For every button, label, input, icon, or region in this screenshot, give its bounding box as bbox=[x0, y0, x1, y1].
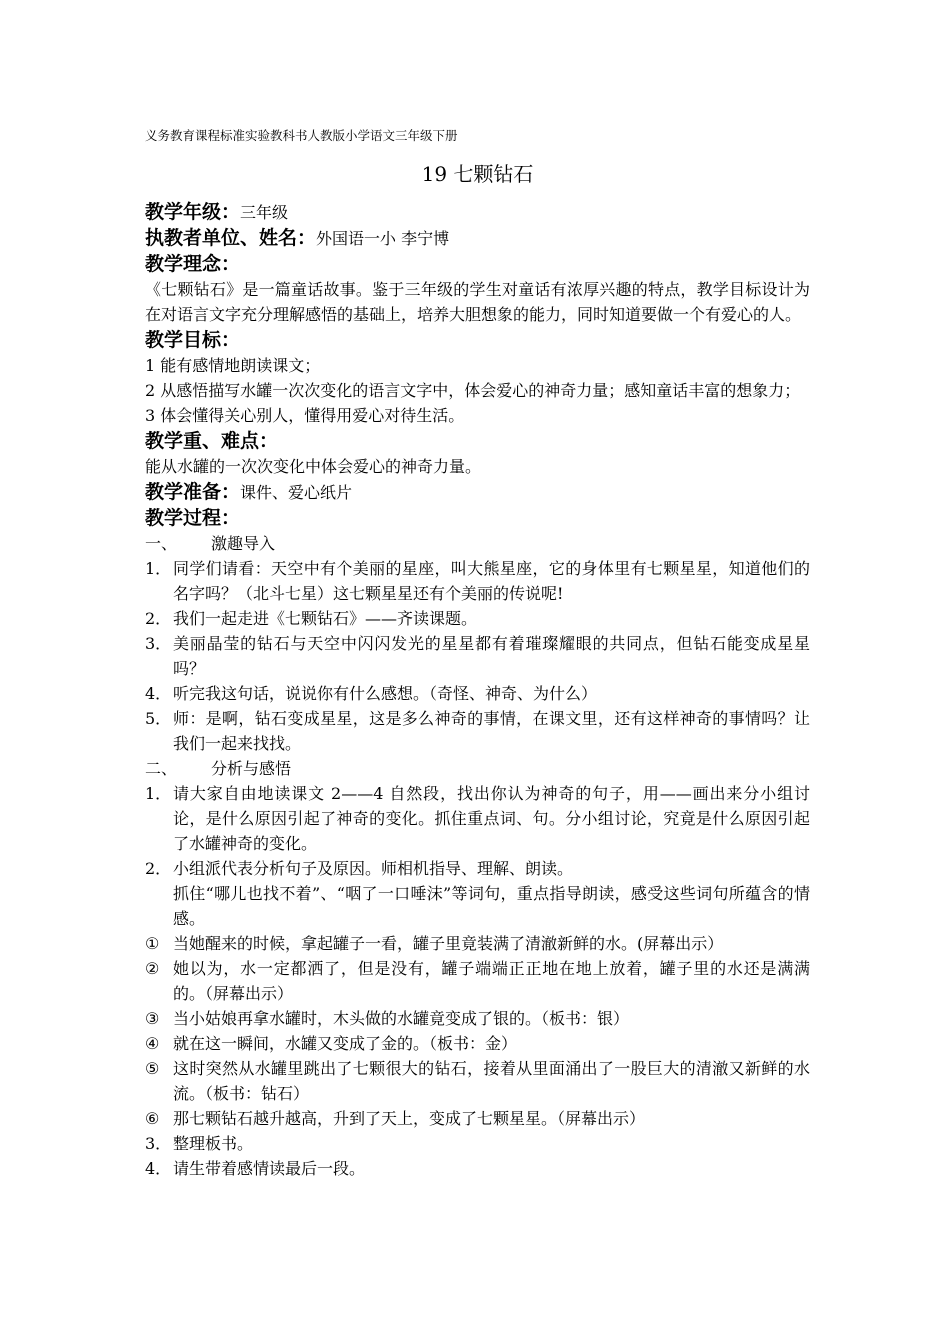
list-item bbox=[145, 1156, 810, 1181]
quoted-sentence bbox=[145, 1106, 810, 1131]
document-header: 义务教育课程标准实验教科书人教版小学语文三年级下册 bbox=[145, 128, 458, 143]
process-label: 教学过程： bbox=[145, 507, 241, 529]
goal-item: 3 体会懂得关心别人，懂得用爱心对待生活。 bbox=[145, 406, 465, 425]
item-text: 师：是啊，钻石变成星星，这是多么神奇的事情，在课文里，还有这样神奇的事情吗？让我们一起来找找。 bbox=[173, 709, 810, 753]
keypoints-label: 教学重、难点： bbox=[145, 430, 279, 452]
item-text: 整理板书。 bbox=[173, 1134, 254, 1153]
item-number: 1． bbox=[145, 784, 172, 803]
teacher-value: 外国语一小 李宁博 bbox=[316, 229, 450, 248]
circled-number: ② bbox=[145, 959, 160, 978]
item-number: 1． bbox=[145, 559, 172, 578]
list-item bbox=[145, 706, 810, 756]
quoted-sentence bbox=[145, 1006, 810, 1031]
philosophy-text: 《七颗钻石》是一篇童话故事。鉴于三年级的学生对童话有浓厚兴趣的特点，教学目标设计为在对语言文字充分理解感悟的基础上，培养大胆想象的能力，同时知道要做一个有爱心的人。 bbox=[145, 280, 810, 324]
item-text: 同学们请看：天空中有个美丽的星座，叫大熊星座，它的身体里有七颗星星，知道他们的名字吗？（北斗七星）这七颗星星还有个美丽的传说呢! bbox=[173, 559, 810, 603]
list-item bbox=[145, 631, 810, 681]
list-item bbox=[145, 606, 810, 631]
circled-number: ① bbox=[145, 934, 160, 953]
keypoints-heading bbox=[145, 428, 810, 454]
sentence-text: 那七颗钻石越升越高，升到了天上，变成了七颗星星。（屏幕出示） bbox=[173, 1109, 646, 1128]
part-number: 一、 bbox=[145, 534, 178, 553]
part-number: 二、 bbox=[145, 759, 178, 778]
quoted-sentence bbox=[145, 931, 810, 956]
item-number: 2． bbox=[145, 859, 172, 878]
goal-item: 2 从感悟描写水罐一次次变化的语言文字中，体会爱心的神奇力量；感知童话丰富的想象力； bbox=[145, 381, 801, 400]
item-text: 听完我这句话，说说你有什么感想。（奇怪、神奇、为什么） bbox=[173, 684, 598, 703]
sentence-text: 当她醒来的时候，拿起罐子一看，罐子里竟装满了清澈新鲜的水。(屏幕出示） bbox=[173, 934, 724, 953]
circled-number: ⑥ bbox=[145, 1109, 160, 1128]
philosophy-label: 教学理念： bbox=[145, 253, 241, 275]
list-item bbox=[145, 556, 810, 606]
list-item bbox=[145, 681, 810, 706]
lesson-title: 19 七颗钻石 bbox=[421, 162, 534, 186]
item-text: 请生带着感情读最后一段。 bbox=[173, 1159, 366, 1178]
circled-number: ③ bbox=[145, 1009, 160, 1028]
item-number: 4． bbox=[145, 684, 172, 703]
grade-line bbox=[145, 199, 810, 225]
preparation-value: 课件、爱心纸片 bbox=[240, 483, 353, 502]
part-title: 激趣导入 bbox=[211, 534, 276, 553]
part-heading bbox=[145, 531, 810, 556]
keypoints-text: 能从水罐的一次次变化中体会爱心的神奇力量。 bbox=[145, 457, 482, 476]
part-heading bbox=[145, 756, 810, 781]
circled-number: ⑤ bbox=[145, 1059, 160, 1078]
item-number: 5． bbox=[145, 709, 172, 728]
part-title: 分析与感悟 bbox=[211, 759, 292, 778]
quoted-sentence bbox=[145, 1031, 810, 1056]
item-number: 3． bbox=[145, 1134, 172, 1153]
document-body bbox=[145, 199, 810, 1181]
item-number: 3． bbox=[145, 634, 172, 653]
teacher-label: 执教者单位、姓名： bbox=[145, 227, 317, 249]
item-number: 4． bbox=[145, 1159, 172, 1178]
goals-label: 教学目标： bbox=[145, 329, 241, 351]
teacher-line bbox=[145, 225, 810, 251]
sentence-text: 这时突然从水罐里跳出了七颗很大的钻石，接着从里面涌出了一股巨大的清澈又新鲜的水流。（板书：钻石） bbox=[173, 1059, 810, 1103]
sentence-text: 当小姑娘再拿水罐时，木头做的水罐竟变成了银的。（板书：银） bbox=[173, 1009, 630, 1028]
item-text: 请大家自由地读课文 2——4 自然段，找出你认为神奇的句子，用——画出来分小组讨论，是什么原因引起了神奇的变化。抓住重点词、句。分小组讨论，究竟是什么原因引起了水罐神奇的变化。 bbox=[173, 784, 810, 853]
list-item bbox=[145, 1131, 810, 1156]
item-text: 小组派代表分析句子及原因。师相机指导、理解、朗读。 bbox=[173, 859, 574, 878]
goals-heading bbox=[145, 327, 810, 353]
item-text: 我们一起走进《七颗钻石》——齐读课题。 bbox=[173, 609, 478, 628]
item-text: 美丽晶莹的钻石与天空中闪闪发光的星星都有着璀璨耀眼的共同点，但钻石能变成星星吗？ bbox=[173, 634, 810, 678]
process-heading bbox=[145, 505, 810, 531]
sentence-text: 她以为，水一定都洒了，但是没有，罐子端端正正地在地上放着，罐子里的水还是满满的。（屏幕出示） bbox=[173, 959, 810, 1003]
goal-item: 1 能有感情地朗读课文； bbox=[145, 356, 321, 375]
item-number: 2． bbox=[145, 609, 172, 628]
preparation-label: 教学准备： bbox=[145, 481, 241, 503]
quoted-sentence bbox=[145, 1056, 810, 1106]
sentence-text: 就在这一瞬间，水罐又变成了金的。（板书：金） bbox=[173, 1034, 518, 1053]
preparation-line bbox=[145, 479, 810, 505]
circled-number: ④ bbox=[145, 1034, 160, 1053]
guidance-note: 抓住“哪儿也找不着”、“咽了一口唾沫”等词句，重点指导朗读，感受这些词句所蕴含的情感。 bbox=[173, 884, 810, 928]
quoted-sentence bbox=[145, 956, 810, 1006]
philosophy-heading bbox=[145, 251, 810, 277]
list-item bbox=[145, 781, 810, 856]
list-item bbox=[145, 856, 810, 881]
grade-value: 三年级 bbox=[240, 203, 289, 222]
grade-label: 教学年级： bbox=[145, 201, 241, 223]
